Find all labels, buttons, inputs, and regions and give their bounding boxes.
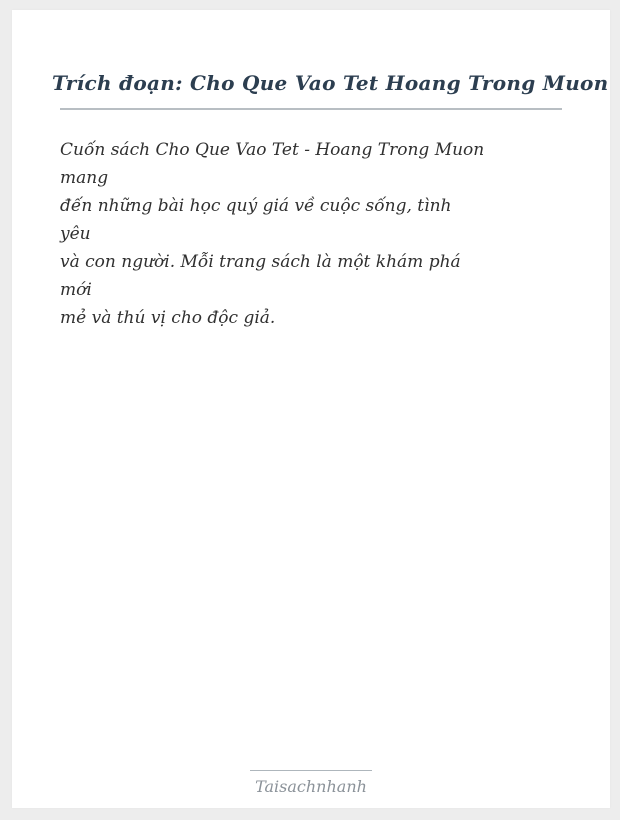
footer-divider: [250, 770, 372, 771]
page-title: Trích đoạn: Cho Que Vao Tet Hoang Trong Muon: [52, 71, 609, 95]
excerpt-line: Cuốn sách Cho Que Vao Tet - Hoang Trong Muon: [60, 140, 485, 160]
excerpt-line: đến những bài học quý giá về cuộc sống, tình: [60, 196, 452, 216]
excerpt-line: yêu: [60, 224, 91, 244]
document-card: [12, 10, 610, 808]
excerpt-line: và con người. Mỗi trang sách là một khám phá: [60, 252, 461, 272]
excerpt-line: mang: [60, 168, 109, 188]
footer-brand: Taisachnhanh: [255, 777, 367, 796]
excerpt-line: mới: [60, 280, 92, 300]
footer: [12, 770, 610, 798]
excerpt-line: mẻ và thú vị cho độc giả.: [60, 308, 276, 328]
title-divider: [60, 108, 562, 110]
excerpt-body: [60, 136, 562, 332]
